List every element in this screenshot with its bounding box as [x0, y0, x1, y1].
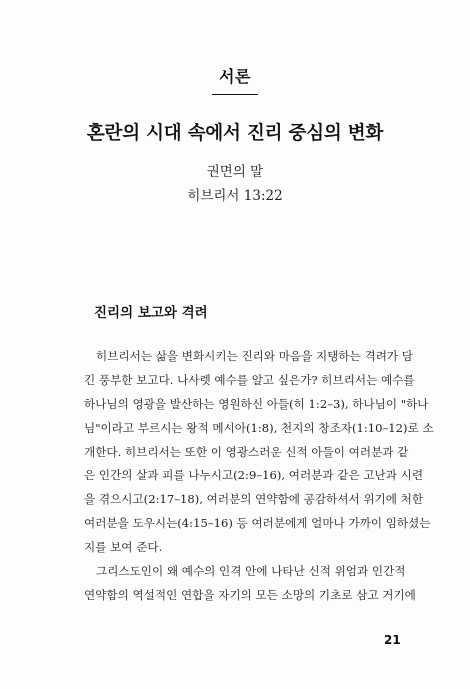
chapter-label: 서론	[219, 67, 251, 86]
sermon-kind: 권면의 말	[206, 164, 264, 180]
body-line: 을 겪으시고(2:17–18), 여러분의 연약함에 공감하셔서 위기에 처한	[84, 492, 424, 507]
body-line: 연약함의 역설적인 연합을 자기의 모든 소망의 기초로 삼고 거기에	[84, 587, 416, 602]
body-line: 긴 풍부한 보고다. 나사렛 예수를 알고 싶은가? 히브리서는 예수를	[84, 372, 415, 387]
chapter-title: 혼란의 시대 속에서 진리 중심의 변화	[86, 123, 384, 144]
body-text	[84, 345, 434, 608]
scripture-reference: 히브리서 13:22	[187, 188, 283, 204]
chapter-underline	[212, 94, 258, 95]
page-number: 21	[384, 633, 401, 647]
body-line: 그리스도인이 왜 예수의 인격 안에 나타난 신적 위엄과 인간적	[96, 564, 406, 579]
body-line: 하나님의 영광을 발산하는 영원하신 아들(히 1:2–3), 하나님이 "하나	[84, 396, 429, 411]
body-line: 지를 보여 준다.	[84, 540, 163, 555]
body-line: 히브리서는 삶을 변화시키는 진리와 마음을 지탱하는 격려가 담	[96, 349, 413, 363]
body-line: 여러분을 도우시는(4:15–16) 등 여러분에게 얼마나 가까이 임하셨는	[84, 516, 431, 531]
body-line: 개한다. 히브리서는 또한 이 영광스러운 신적 아들이 여러분과 같	[84, 444, 409, 459]
body-line: 님"이라고 부르시는 왕적 메시아(1:8), 천지의 창조자(1:10–12)로 소	[84, 420, 434, 435]
section-heading: 진리의 보고와 격려	[94, 305, 208, 321]
body-line: 은 인간의 살과 피를 나누시고(2:9–16), 여러분과 같은 고난과 시련	[84, 468, 424, 483]
